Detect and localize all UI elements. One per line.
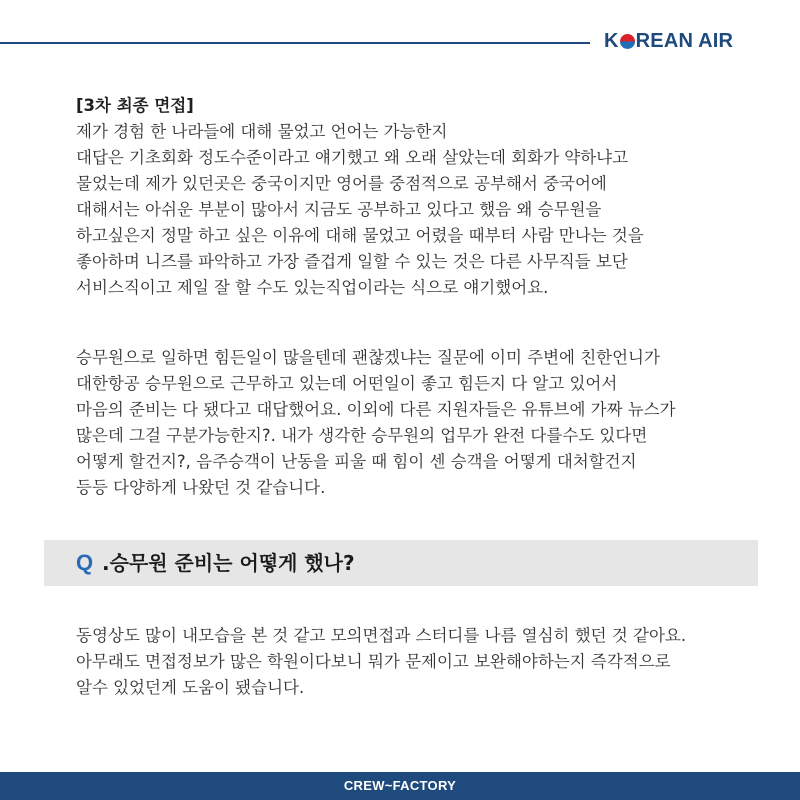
header-divider: [0, 42, 590, 44]
paragraph-line: 등등 다양하게 나왔던 것 같습니다.: [76, 478, 326, 497]
question-banner: [44, 540, 758, 586]
footer-brand: CREW~FACTORY: [343, 778, 457, 793]
followup-section: [76, 345, 780, 501]
paragraph-line: 아무래도 면접정보가 많은 학원이다보니 뭐가 문제이고 보완해야하는지 즉각적으로: [76, 652, 671, 671]
logo-text-start: K: [604, 30, 619, 52]
paragraph-line: 하고싶은지 정말 하고 싶은 이유에 대해 물었고 어렸을 때부터 사람 만나는 것을: [76, 226, 644, 245]
paragraph-line: 대한항공 승무원으로 근무하고 있는데 어떤일이 좋고 힘든지 다 알고 있어서: [76, 374, 618, 393]
question-mark-label: Q: [76, 550, 94, 575]
taeguk-icon: [620, 34, 635, 49]
paragraph-line: 마음의 준비는 다 됐다고 대답했어요. 이외에 다른 지원자들은 유튜브에 가짜 뉴스가: [76, 400, 676, 419]
logo-text-end: REAN AIR: [635, 30, 734, 52]
footer-bar: [0, 772, 800, 800]
paragraph-line: 대답은 기초회화 정도수준이라고 얘기했고 왜 오래 살았는데 회화가 약하냐고: [76, 148, 629, 167]
answer-section: [76, 623, 780, 701]
paragraph-line: 알수 있었던게 도움이 됐습니다.: [76, 678, 305, 697]
paragraph-line: 동영상도 많이 내모습을 본 것 같고 모의면접과 스터디를 나름 열심히 했던 것 같아요.: [76, 626, 687, 645]
paragraph-line: 좋아하며 니즈를 파악하고 가장 즐겁게 일할 수 있는 것은 다른 사무직들 보단: [76, 252, 628, 271]
interview-section: [76, 93, 780, 301]
paragraph-line: 제가 경험 한 나라들에 대해 물었고 언어는 가능한지: [76, 122, 448, 141]
paragraph-line: 어떻게 할건지?, 음주승객이 난동을 피울 때 힘이 센 승객을 어떻게 대처할건지: [76, 452, 637, 471]
section-heading: [3차 최종 면접]: [76, 96, 194, 115]
paragraph-line: 물었는데 제가 있던곳은 중국이지만 영어를 중점적으로 공부해서 중국어에: [76, 174, 607, 193]
paragraph-line: 승무원으로 일하면 힘든일이 많을텐데 괜찮겠냐는 질문에 이미 주변에 친한언니가: [76, 348, 660, 367]
question-title: .승무원 준비는 어떻게 했나?: [102, 551, 355, 575]
paragraph-line: 많은데 그걸 구분가능한지?. 내가 생각한 승무원의 업무가 완전 다를수도 있다면: [76, 426, 648, 445]
paragraph-line: 서비스직이고 제일 잘 할 수도 있는직업이라는 식으로 얘기했어요.: [76, 278, 549, 297]
paragraph-line: 대해서는 아쉬운 부분이 많아서 지금도 공부하고 있다고 했음 왜 승무원을: [76, 200, 602, 219]
korean-air-logo: [604, 30, 733, 53]
